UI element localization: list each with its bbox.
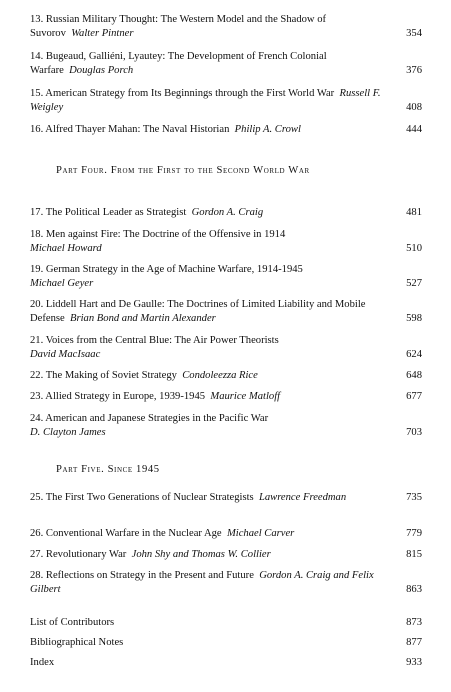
- entry-page-number: 735: [406, 492, 422, 503]
- entry-title: List of Contributors: [30, 617, 115, 628]
- entry-title: 13. Russian Military Thought: The Western Model and the Shadow of Suvorov: [30, 14, 327, 39]
- entry-author: Gordon A. Craig: [191, 207, 264, 218]
- toc-entry-28: [30, 569, 422, 597]
- entry-title: 18. Men against Fire: The Doctrine of the Offensive in 1914: [30, 229, 286, 240]
- toc-entry-22: [30, 369, 422, 383]
- entry-page-number: 877: [406, 637, 422, 648]
- entry-title: 27. Revolutionary War: [30, 549, 127, 560]
- entry-author: David MacIsaac: [30, 349, 101, 360]
- toc-entry-26: [30, 527, 422, 541]
- entry-author: John Shy and Thomas W. Collier: [131, 549, 271, 560]
- toc-entry-27: [30, 548, 422, 562]
- entry-title: 21. Voices from the Central Blue: The Air Power Theorists: [30, 335, 279, 346]
- entry-author: Brian Bond and Martin Alexander: [70, 313, 216, 324]
- entry-author: Russell F. Weigley: [30, 88, 381, 113]
- toc-back-bibliographical-notes: [30, 636, 422, 650]
- entry-title: 16. Alfred Thayer Mahan: The Naval Historian: [30, 124, 230, 135]
- entry-page-number: 677: [406, 391, 422, 402]
- entry-page-number: 527: [406, 278, 422, 289]
- entry-title: 19. German Strategy in the Age of Machine Warfare, 1914-1945: [30, 264, 303, 275]
- entry-page-number: 863: [406, 584, 422, 595]
- toc-entry-15: [30, 87, 422, 115]
- entry-author: D. Clayton James: [30, 427, 106, 438]
- toc-entry-13: [30, 13, 422, 41]
- entry-title: 22. The Making of Soviet Strategy: [30, 370, 177, 381]
- entry-author: Michael Howard: [30, 243, 102, 254]
- entry-title: Bibliographical Notes: [30, 637, 124, 648]
- entry-title: Index: [30, 657, 55, 668]
- toc-back-contributors: [30, 616, 422, 630]
- toc-entry-25: [30, 491, 422, 505]
- entry-page-number: 779: [406, 528, 422, 539]
- entry-page-number: 354: [406, 28, 422, 39]
- entry-page-number: 703: [406, 427, 422, 438]
- toc-entry-16: [30, 123, 422, 137]
- toc-entry-19: [30, 263, 422, 291]
- toc-entry-23: [30, 390, 422, 404]
- entry-page-number: 648: [406, 370, 422, 381]
- entry-title: 15. American Strategy from Its Beginnings through the First World War: [30, 88, 335, 99]
- entry-page-number: 510: [406, 243, 422, 254]
- entry-title: 25. The First Two Generations of Nuclear Strategists: [30, 492, 254, 503]
- entry-title: 14. Bugeaud, Galliéni, Lyautey: The Development of French Colonial Warfare: [30, 51, 327, 76]
- entry-page-number: 624: [406, 349, 422, 360]
- entry-page-number: 815: [406, 549, 422, 560]
- entry-author: Michael Carver: [226, 528, 295, 539]
- entry-author: Condoleezza Rice: [182, 370, 258, 381]
- entry-page-number: 933: [406, 657, 422, 668]
- entry-author: Gordon A. Craig and Felix Gilbert: [30, 570, 374, 595]
- entry-title: 20. Liddell Hart and De Gaulle: The Doctrines of Limited Liability and Mobile Defense: [30, 299, 366, 324]
- toc-entry-21: [30, 334, 422, 362]
- entry-page-number: 873: [406, 617, 422, 628]
- entry-title: 23. Allied Strategy in Europe, 1939-1945: [30, 391, 206, 402]
- toc-entry-14: [30, 50, 422, 78]
- part-four-heading: Part Four. From the First to the Second World War: [56, 165, 310, 176]
- entry-author: Walter Pintner: [71, 28, 134, 39]
- entry-author: Philip A. Crowl: [234, 124, 301, 135]
- entry-page-number: 481: [406, 207, 422, 218]
- entry-title: 24. American and Japanese Strategies in the Pacific War: [30, 413, 269, 424]
- part-five-heading: Part Five. Since 1945: [56, 464, 160, 475]
- toc-entry-24: [30, 412, 422, 440]
- toc-back-index: [30, 656, 422, 670]
- entry-author: Michael Geyer: [30, 278, 94, 289]
- entry-author: Douglas Porch: [69, 65, 134, 76]
- entry-author: Maurice Matloff: [210, 391, 281, 402]
- entry-page-number: 598: [406, 313, 422, 324]
- toc-entry-18: [30, 228, 422, 256]
- toc-entry-17: [30, 206, 422, 220]
- entry-page-number: 376: [406, 65, 422, 76]
- entry-title: 28. Reflections on Strategy in the Present and Future: [30, 570, 254, 581]
- entry-page-number: 444: [406, 124, 422, 135]
- entry-title: 17. The Political Leader as Strategist: [30, 207, 187, 218]
- entry-title: 26. Conventional Warfare in the Nuclear Age: [30, 528, 222, 539]
- entry-page-number: 408: [406, 102, 422, 113]
- entry-author: Lawrence Freedman: [258, 492, 347, 503]
- toc-entry-20: [30, 298, 422, 326]
